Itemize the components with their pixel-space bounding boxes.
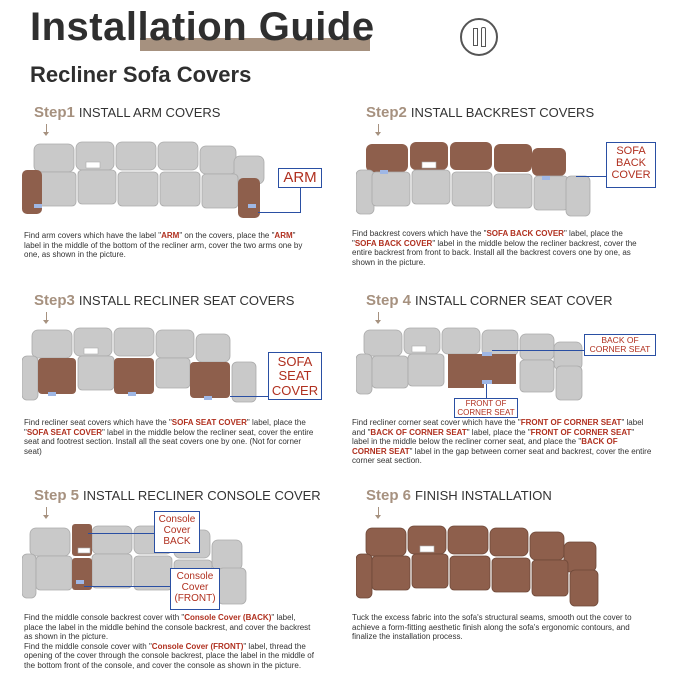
step4-sofa-image <box>356 322 606 402</box>
highlighted-label-text: BACK OF CORNER SEAT <box>352 437 618 456</box>
step4-back-leader <box>492 350 584 351</box>
step5-console-back-label: Console Cover BACK <box>154 511 200 553</box>
step6-arrow-icon <box>378 507 379 516</box>
description-text: " label in the middle below the recliner corner seat, and place the " <box>352 427 635 447</box>
description-text: " label, place the " <box>466 427 531 437</box>
description-text: " label, place the label in the middle behind the console backrest, and cover the backrest as shown in the picture. <box>24 613 311 642</box>
highlighted-label-text: SOFA SEAT COVER <box>26 427 102 437</box>
highlighted-label-text: Console Cover (BACK) <box>184 613 272 622</box>
step6-title: FINISH INSTALLATION <box>415 488 552 503</box>
step4-back-corner-label: BACK OF CORNER SEAT <box>584 334 656 356</box>
step2-arrow-icon <box>378 124 379 133</box>
step4-title: INSTALL CORNER SEAT COVER <box>415 293 613 308</box>
highlighted-label-text: Console Cover (FRONT) <box>151 641 244 651</box>
step3-description <box>24 418 314 456</box>
step3-arrow-icon <box>46 312 47 321</box>
step6-description <box>352 613 644 642</box>
step1-arm-label: ARM <box>278 168 322 188</box>
step1-description <box>24 231 304 260</box>
step5-sofa-image <box>22 518 272 610</box>
step4-front-corner-label: FRONT OF CORNER SEAT <box>454 398 518 418</box>
step4-description <box>352 418 652 466</box>
step2-number: Step2 <box>366 104 407 121</box>
step4-heading <box>366 292 612 309</box>
step6-heading <box>366 487 552 504</box>
step6-number: Step 6 <box>366 487 412 504</box>
step3-sofa-image <box>22 322 272 412</box>
step4-number: Step 4 <box>366 292 412 309</box>
description-text: " label in the middle of the bottom of the recliner arm, cover the two arms one by one, as shown in the picture. <box>24 231 303 260</box>
step5-title: INSTALL RECLINER CONSOLE COVER <box>83 488 321 503</box>
description-text: Find arm covers which have the label " <box>24 231 162 240</box>
highlighted-label-text: SOFA BACK COVER <box>354 238 433 248</box>
step3-seat-cover-label: SOFA SEAT COVER <box>268 352 322 400</box>
description-text: " label in the middle below the recliner seat, cover the entire seat and footrest section. Install all the seat covers one by one. (Not for corner seat) <box>24 427 314 456</box>
highlighted-label-text: BACK OF CORNER SEAT <box>370 427 467 437</box>
step3-number: Step3 <box>34 292 75 309</box>
description-text: " label in the gap between corner seat and backrest, cover the entire corner seat section. <box>352 446 652 466</box>
step2-heading <box>366 104 594 121</box>
description-text: Find the middle console backrest cover with " <box>24 613 185 622</box>
highlighted-label-text: SOFA SEAT COVER <box>171 418 247 427</box>
description-text: " label, place the " <box>352 229 623 248</box>
highlighted-label-text: ARM <box>274 231 293 240</box>
step2-label-leader <box>576 176 606 177</box>
description-text: " label, thread the opening of the cover through the console backrest, place the label in the middle of the bottom front of the console, and cover the console as shown in the picture. <box>24 641 314 670</box>
description-text: " label, place the " <box>24 418 306 437</box>
step3-title: INSTALL RECLINER SEAT COVERS <box>78 293 295 308</box>
description-text: Find backrest covers which have the " <box>352 229 487 238</box>
description-text: " label in the middle below the recliner backrest, cover the entire backrest from front to back. Install all the backrest covers one by one, as shown in the picture. <box>352 238 637 267</box>
step4-arrow-icon <box>378 312 379 321</box>
step5-number: Step 5 <box>34 487 80 504</box>
step1-number: Step1 <box>34 104 75 121</box>
description-text: Find recliner seat covers which have the " <box>24 418 172 427</box>
step2-back-cover-label: SOFA BACK COVER <box>606 142 656 188</box>
step1-label-leader <box>300 188 301 212</box>
step1-title: INSTALL ARM COVERS <box>78 105 221 120</box>
step3-label-leader <box>230 396 268 397</box>
step5-console-front-label: Console Cover (FRONT) <box>170 568 220 610</box>
step5-back-leader <box>88 533 154 534</box>
page-subtitle: Recliner Sofa Covers <box>30 62 252 87</box>
step1-arrow-icon <box>46 124 47 133</box>
step1-label-leader-h <box>258 212 301 213</box>
step2-title: INSTALL BACKREST COVERS <box>410 105 595 120</box>
step6-sofa-image <box>356 520 616 610</box>
step5-heading <box>34 487 321 504</box>
description-text: Find recliner corner seat cover which have the " <box>352 418 521 427</box>
step2-sofa-image <box>356 136 606 226</box>
description-text: Find the middle console cover with " <box>24 641 152 651</box>
step1-sofa-image <box>22 134 282 224</box>
step1-heading <box>34 104 220 121</box>
step5-description <box>24 613 316 671</box>
tools-icon <box>460 18 498 56</box>
step5-front-leader <box>84 586 170 587</box>
description-text: Tuck the excess fabric into the sofa's structural seams, smooth out the cover to achieve a form-fitting aesthetic finish along the sofa's ergonomic contours, and finalize the installation process. <box>352 613 632 642</box>
step3-heading <box>34 292 294 309</box>
description-text: " label and " <box>352 418 644 437</box>
highlighted-label-text: ARM <box>161 231 180 240</box>
page-title: Installation Guide <box>30 5 375 49</box>
step4-front-leader <box>486 384 487 398</box>
highlighted-label-text: SOFA BACK COVER <box>486 229 564 238</box>
description-text: " on the covers, place the " <box>179 231 275 240</box>
highlighted-label-text: FRONT OF CORNER SEAT <box>530 427 632 437</box>
step2-description <box>352 229 642 267</box>
step5-arrow-icon <box>46 507 47 516</box>
highlighted-label-text: FRONT OF CORNER SEAT <box>520 418 622 427</box>
